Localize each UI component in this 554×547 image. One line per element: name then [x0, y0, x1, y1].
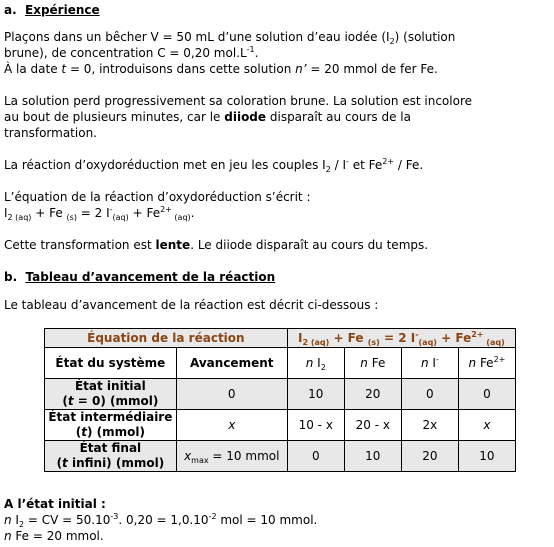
- section-b-title: Tableau d’avancement de la réaction: [25, 270, 276, 284]
- italic-var: n: [305, 356, 314, 370]
- col-fe-header: [344, 348, 401, 379]
- text: . Le diiode disparaît au cours du temps.: [190, 238, 429, 252]
- text: = CV = 50.10: [24, 513, 111, 527]
- col-i2-header: [287, 348, 344, 379]
- text: I: [298, 331, 303, 345]
- para-6: Le tableau d’avancement de la réaction est décrit ci-dessous :: [4, 298, 379, 312]
- bold-term: diiode: [224, 110, 267, 124]
- superscript: -: [435, 355, 439, 364]
- text: ) (mmol): [86, 425, 145, 439]
- text: et Fe: [348, 158, 383, 172]
- value-cell: 20: [344, 379, 401, 410]
- section-b-letter: b.: [4, 270, 18, 284]
- italic-var: n: [4, 529, 12, 543]
- text: disparaît au cours de la: [266, 110, 411, 124]
- row-label: [45, 379, 177, 410]
- italic-var: n’: [295, 62, 307, 76]
- text: infini) (mmol): [67, 456, 165, 470]
- text: À la date: [4, 62, 62, 76]
- italic-var: t: [62, 456, 68, 470]
- text: .: [254, 46, 259, 60]
- subscript: max: [191, 456, 209, 465]
- superscript: -1: [246, 45, 255, 54]
- value-cell: 0: [458, 379, 515, 410]
- italic-var: t: [61, 62, 67, 76]
- subscript: 2: [389, 37, 395, 46]
- superscript: 2+: [160, 205, 172, 214]
- text: Plaçons dans un bêcher V = 50 mL d’une solution d’eau iodée (I: [4, 30, 390, 44]
- subscript: 2 (aq): [302, 338, 330, 347]
- para-1-line-3: [4, 61, 438, 77]
- text: / Fe.: [394, 158, 424, 172]
- value-cell: 0: [287, 441, 344, 472]
- italic-var: x: [184, 449, 192, 463]
- text: Fe = 20 mmol.: [11, 529, 104, 543]
- text: mol = 10 mmol.: [216, 513, 318, 527]
- text: = 10 mmol: [208, 449, 280, 463]
- para-3: [4, 157, 423, 173]
- text: État initial: [74, 379, 146, 393]
- initial-state-heading: A l’état initial :: [4, 497, 106, 511]
- subscript: (aq): [112, 213, 129, 222]
- section-a-letter: a.: [4, 3, 17, 17]
- subscript: (aq): [483, 338, 505, 347]
- row-label: [45, 441, 177, 472]
- superscript: -: [346, 157, 349, 166]
- advancement-cell: x: [176, 410, 287, 441]
- value-cell: 10: [344, 441, 401, 472]
- subscript: (s): [367, 338, 380, 347]
- initial-state-line-1: [4, 512, 317, 528]
- value-cell: 20 - x: [344, 410, 401, 441]
- value-cell: 2x: [401, 410, 458, 441]
- reaction-equation: [4, 205, 194, 221]
- text: = 2 I: [379, 331, 416, 345]
- value-cell: 10: [287, 379, 344, 410]
- superscript: -: [415, 330, 419, 339]
- row-label: [45, 410, 177, 441]
- text: (: [56, 456, 63, 470]
- subscript: (aq): [418, 338, 437, 347]
- section-a-title: Expérience: [25, 3, 100, 17]
- text: (: [62, 394, 68, 408]
- table-row: [45, 410, 516, 441]
- para-2-line-1: La solution perd progressivement sa coloration brune. La solution est incolore: [4, 94, 473, 108]
- col-fe2-header: [458, 348, 515, 379]
- text: I: [313, 356, 321, 370]
- text: + Fe: [329, 331, 368, 345]
- text: (: [75, 425, 82, 439]
- text: Fe: [367, 356, 386, 370]
- column-header-row: [45, 348, 516, 379]
- advancement-cell: 0: [176, 379, 287, 410]
- para-1-line-1: [4, 29, 455, 45]
- table-header-row: [45, 329, 516, 348]
- superscript: 2+: [493, 355, 506, 364]
- superscript: -3: [110, 512, 119, 521]
- italic-var: n: [360, 356, 368, 370]
- text: au bout de plusieurs minutes, car le: [4, 110, 225, 124]
- para-2-line-3: transformation.: [4, 126, 97, 140]
- value-cell: 0: [401, 379, 458, 410]
- initial-state-line-2: [4, 528, 104, 544]
- italic-var: n: [468, 356, 477, 370]
- text: .: [190, 206, 195, 220]
- text: . 0,20 = 1,0.10: [118, 513, 209, 527]
- text: = 20 mmol de fer Fe.: [306, 62, 438, 76]
- col-advancement-header: Avancement: [176, 348, 287, 379]
- text: = 2 I: [76, 206, 110, 220]
- superscript: -2: [208, 512, 217, 521]
- value-cell: 20: [401, 441, 458, 472]
- superscript: 2+: [382, 157, 395, 166]
- bold-term: lente: [155, 238, 191, 252]
- equation-cell: [287, 329, 515, 348]
- subscript: 2: [18, 520, 25, 529]
- text: + Fe: [436, 331, 472, 345]
- text: La réaction d’oxydoréduction met en jeu les couples I: [4, 158, 326, 172]
- text: État intermédiaire: [48, 410, 173, 424]
- subscript: 2: [320, 363, 326, 372]
- para-2-line-2: [4, 109, 411, 125]
- text: ) (solution: [394, 30, 456, 44]
- value-cell: 10: [458, 441, 515, 472]
- para-1-line-2: [4, 45, 258, 61]
- text: + Fe: [31, 206, 67, 220]
- table-row: [45, 441, 516, 472]
- text: = 0) (mmol): [73, 394, 159, 408]
- text: brune), de concentration C = 0,20 mol.L: [4, 46, 247, 60]
- subscript: 2 (aq): [7, 213, 32, 222]
- equation-label-cell: Équation de la réaction: [45, 329, 288, 348]
- text: + Fe: [128, 206, 161, 220]
- section-b-heading: [4, 269, 275, 285]
- para-5: [4, 237, 428, 253]
- text: / I: [330, 158, 347, 172]
- italic-var: n: [4, 513, 12, 527]
- advancement-cell: [176, 441, 287, 472]
- text: = 0, introduisons dans cette solution: [66, 62, 296, 76]
- text: Cette transformation est: [4, 238, 156, 252]
- para-4-line-1: L’équation de la réaction d’oxydoréduction s’écrit :: [4, 190, 311, 204]
- text: État final: [79, 441, 142, 455]
- subscript: (aq): [171, 213, 191, 222]
- col-state-header: État du système: [45, 348, 177, 379]
- superscript: -: [109, 205, 113, 214]
- subscript: (s): [66, 213, 77, 222]
- italic-var: n: [420, 356, 429, 370]
- subscript: 2: [325, 165, 331, 174]
- value-cell: x: [458, 410, 515, 441]
- italic-var: t: [67, 394, 74, 408]
- value-cell: 10 - x: [287, 410, 344, 441]
- col-iodide-header: [401, 348, 458, 379]
- italic-var: t: [81, 425, 87, 439]
- text: I: [428, 356, 436, 370]
- text: Fe: [476, 356, 494, 370]
- text: I: [4, 206, 8, 220]
- text: I: [11, 513, 19, 527]
- table-row: [45, 379, 516, 410]
- section-a-heading: [4, 2, 100, 18]
- advancement-table: [44, 328, 516, 472]
- superscript: 2+: [471, 330, 484, 339]
